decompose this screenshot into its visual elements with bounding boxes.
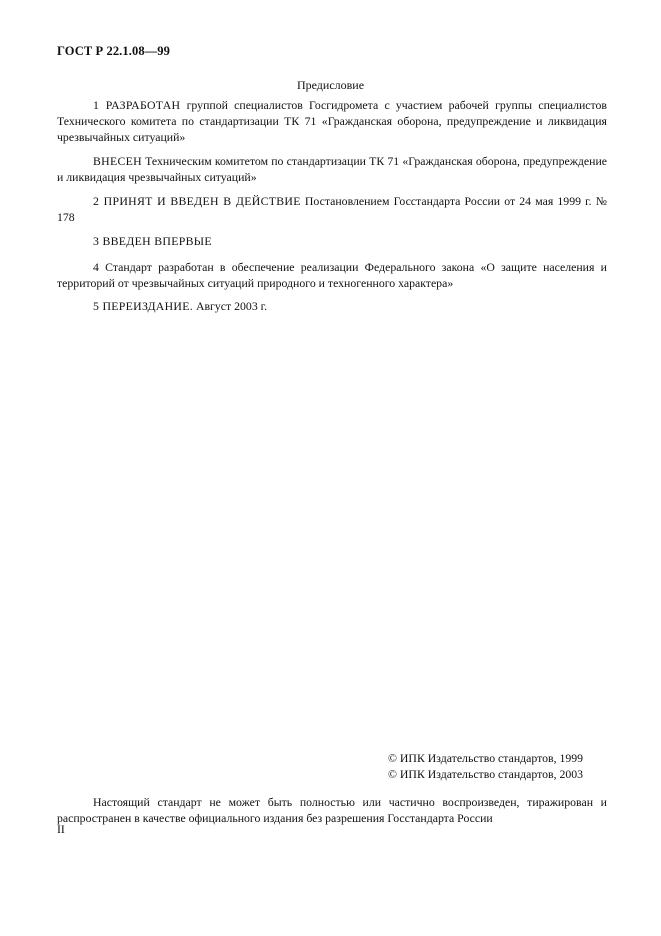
copyright-1999: © ИПК Издательство стандартов, 1999 — [388, 751, 584, 765]
paragraph-federal-law — [57, 259, 607, 291]
paragraph-text: Постановлением Госстандарта России от 24 мая 1999 г. № 178 — [57, 194, 607, 224]
notice-text: Настоящий стандарт не может быть полностью или частично воспроизведен, тиражирован и распространен в качестве официального издания без разрешения Госстандарта России — [57, 795, 607, 825]
section-title: Предисловие — [296, 78, 365, 92]
copyright-2003: © ИПК Издательство стандартов, 2003 — [388, 767, 584, 781]
paragraph-introduced — [57, 153, 607, 185]
paragraph-lead: 2 ПРИНЯТ И ВВЕДЕН В ДЕЙСТВИЕ — [93, 194, 301, 208]
paragraph-text: Август 2003 г. — [193, 299, 268, 313]
paragraph-text: Стандарт разработан в обеспечение реализации Федерального закона «О защите населения и территорий от чрезвычайных ситуаций природного и техногенного характера» — [57, 260, 607, 290]
paragraph-text: группой специалистов Госгидромета с участием рабочей группы специалистов Технического комитета по стандартизации ТК 71 «Гражданская оборона, предупреждение и ликвидация чрезвычайных ситуаций» — [57, 98, 607, 144]
page-number: II — [57, 822, 65, 836]
paragraph-text: Техническим комитетом по стандартизации ТК 71 «Гражданская оборона, предупреждение и ликвидация чрезвычайных ситуаций» — [57, 154, 607, 184]
document-header: ГОСТ Р 22.1.08—99 — [57, 44, 170, 58]
reproduction-notice — [57, 794, 607, 826]
paragraph-lead: 4 — [93, 260, 99, 274]
paragraph-lead: ВНЕСЕН — [93, 154, 142, 168]
paragraph-first-introduced — [57, 233, 607, 249]
paragraph-lead: 5 ПЕРЕИЗДАНИЕ. — [93, 299, 194, 313]
paragraph-lead: 3 ВВЕДЕН ВПЕРВЫЕ — [93, 234, 212, 248]
paragraph-adopted — [57, 193, 607, 225]
paragraph-lead: 1 РАЗРАБОТАН — [93, 98, 181, 112]
paragraph-reissue — [57, 298, 607, 314]
paragraph-developed — [57, 97, 607, 145]
